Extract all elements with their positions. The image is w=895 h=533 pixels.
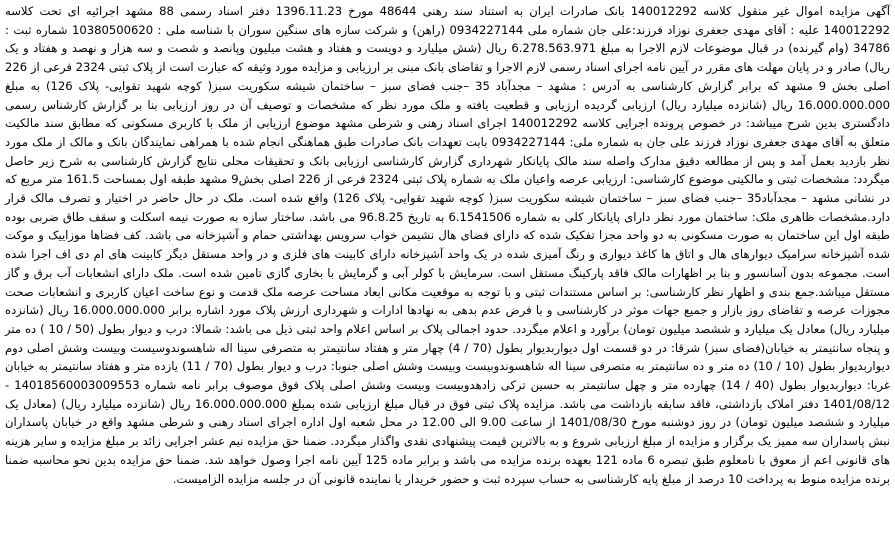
notice-body-text: آگهی مزایده اموال غیر منقول کلاسه 140012292 بانک صادرات ایران به استناد سند رهنی 48644 مورخ 1396.11.23 دفتر اسناد رسمی 88 مشهد اجرائیه ای تحت کلاسه 140012292 علیه : آقای مهدی جعفری نوزاد فرزند:علی جان شماره ملی 0934227144 (راهن) و شرکت سازه های سنگین سوران با شناسه ملی : 10380500620 شماره ثبت : 34786 (وام گیرنده) در قبال موضوعات لازم الاجرا به مبلغ 6.278.563.971 ریال (شش میلیارد و دویست و هفتاد و هشت میلیون وپانصد و شصت و سه هزار و نهصد و هفتاد و یک ریال) صادر و در پایان مهلت های مقرر در آیین نامه اجرای اسناد رسمی لازم الاجرا و تقاضای بانک مبنی بر ارزیابی و مزایده مورد وثیقه که عبارت است از پلاک ثبتی 2324 فرعی از 226 اصلی بخش 9 مشهد که برابر گزارش کارشناسی به آدرس : مشهد – مجدآباد 35 –جنب فضای سبز – ساختمان شیشه سکوریت سبز( کوچه شهید تقوایی- پلاک 126) به مبلغ 16.000.000.000 ریال (شانزده میلیارد ریال) ارزیابی گردیده ارزیابی و قطعیت یافته و ملک مورد نظر که مشخصات و توصیف آن در روز ارزیابی بنا بر گزارش کارشناس رسمی دادگستری بدین شرح میباشد: در خصوص پرونده اجرایی کلاسه 140012292 اجرای اسناد رهنی و شرطی مشهد موضوع ارزیابی از ملک با کاربری مسکونی که مطابق سند مالکیت متعلق به آقای مهدی جعفری نوزاد فرزند علی جان به شماره ملی: 0934227144 بابت تعهدات بانک صادرات طبق هماهنگی انجام شده با همراهی نمایندگان بانک و مالک از ملک مورد نظر بازدید بعمل آمد و پس از مطالعه دقیق مدارک واصله سند مالک پایانکار شهرداری گزارش کارشناسی ارزیابی بانک و تحقیقات محلی نتایج گزارش کارشناسی به شرح زیر حاصل میگردد: مشخصات ثبتی و مالکیتی موضوع کارشناسی: ارزیابی عرصه واعیان ملک به شماره پلاک ثبتی 2324 فرعی از 226 اصلی بخش9 مشهد طبقه اول بمساحت 161.5 متر مربع که در نشانی مشهد – مجدآباد35 –جنب فضای سبز – ساختمان شیشه سکوریت سبز( کوچه شهید تقوایی- پلاک 126) واقع شده است. ملک در حال حاضر در اختیار و تصرف مالک قرار دارد.مشخصات ظاهری ملک: ساختمان مورد نظر دارای پایانکار کلی به شماره 6.1541506 به تاریخ 96.8.25 می باشد. ساختار سازه به صورت نیمه اسکلت و سقف طاق ضربی بوده طبقه اول این ساختمان به صورت مسکونی به دو واحد مجزا تفکیک شده که دارای فضای هال نشیمن خواب سرویس بهداشتی حمام و آشپزخانه می باشد. کف فضاها موزاییک و موکت شده آشپزخانه سرامیک دیوارهای هال و اتاق ها کاغذ دیواری و رنگ آمیزی شده در یک واحد آشپزخانه دارای کابینت های فلزی و در واحد مستقل دیگر کابینت های ام دی اف اجرا شده است. مجموعه بدون آسانسور و بنا بر اظهارات مالک فاقد پارکینگ مستقل است. سرمایش با کولر آبی و گرمایش با بخاری گازی تامین شده است. ملک دارای انشعابات آب برق و گاز مستقل میباشد.جمع بندی و اظهار نظر کارشناسی: بر اساس مستندات ثبتی و با توجه به موقعیت مکانی ابعاد مساحت عرصه ملک قدمت و نوع ساخت اعیان کاربری و انشعابات صحت مجوزات عرصه و تقاضای روز بازار و جمیع جهات موثر در کارشناسی و با فرض عدم بدهی به نهادها ادارات و شهرداری ارزش پلاک مورد اشاره برابر 16.000.000.000 ریال (شانزده میلیارد ریال) معادل یک میلیارد و ششصد میلیون تومان) برآورد و اعلام میگردد. حدود اجمالی پلاک بر اساس اعلام واحد ثبتی ذیل می باشد: شمالا: درب و دیوار بطول (50 / 10 ) ده متر و پنجاه سانتیمتر به خیابان(فضای سبز) شرقا: در دو قسمت اول دیواربدیوار بطول (70 / 4) چهار متر و هفتاد سانتیمتر به متصرفی سینا اله شاهسوندوسیست وبیست وشش اصلی دوم دیواربدیوار بطول (10 / 10) ده متر و ده سانتیمتر به متصرفی سینا اله شاهسوندوبیست وبیست وشش اصلی جنوبا: درب و دیوار بطول (70 / 11) یازده متر و هفتاد سانتیمتر به خیابان غربا: دیواربدیوار بطول (40 / 14) چهارده متر و چهل سانتیمتر به حسین ترکی زادهدوبیست وبیست وشش اصلی پلاک فوق موصوف برابر نامه شماره 14018560003009553 - 1401/08/12 دفتر املاک بازداشتی، فاقد سابقه بازداشت می باشد. مزایده پلاک ثبتی فوق در قبال مبلغ ارزیابی شده بمبلغ 16.000.000.000 ریال (شانزده میلیارد ریال) (معادل یک میلیارد و ششصد میلیون تومان) در روز دوشنبه مورخ 1401/08/30 از ساعت 9.00 الی 12.00 در محل شعبه اول اداره اجرای اسناد رهنی و شرطی مشهد واقع در خیابان پاسداران نبش پاسداران سه ممیز یک برگزار و مزایده از مبلغ ارزیابی شروع و به بالاترین قیمت پیشنهادی نقدی واگذار میگردد. ضمنا حق مزایده نیم عشر اجرایی زائد بر مبلغ مزایده و سایر هزینه های قانونی اعم از معوق با نامعلوم طبق تبصره 6 ماده 121 بعهده برنده مزایده می باشد و برابر ماده 125 آیین نامه اجرا وصول خواهد شد. ضمنا حق مزایده بدین نحو محاسبه ضمنا برنده مزایده منوط به پرداخت 10 درصد از مبلغ پایه کارشناسی به حساب سپرده ثبت و حضور خریدار یا نماینده قانونی آن در جلسه مزایده الزامیست.	[5, 4, 891, 486]
